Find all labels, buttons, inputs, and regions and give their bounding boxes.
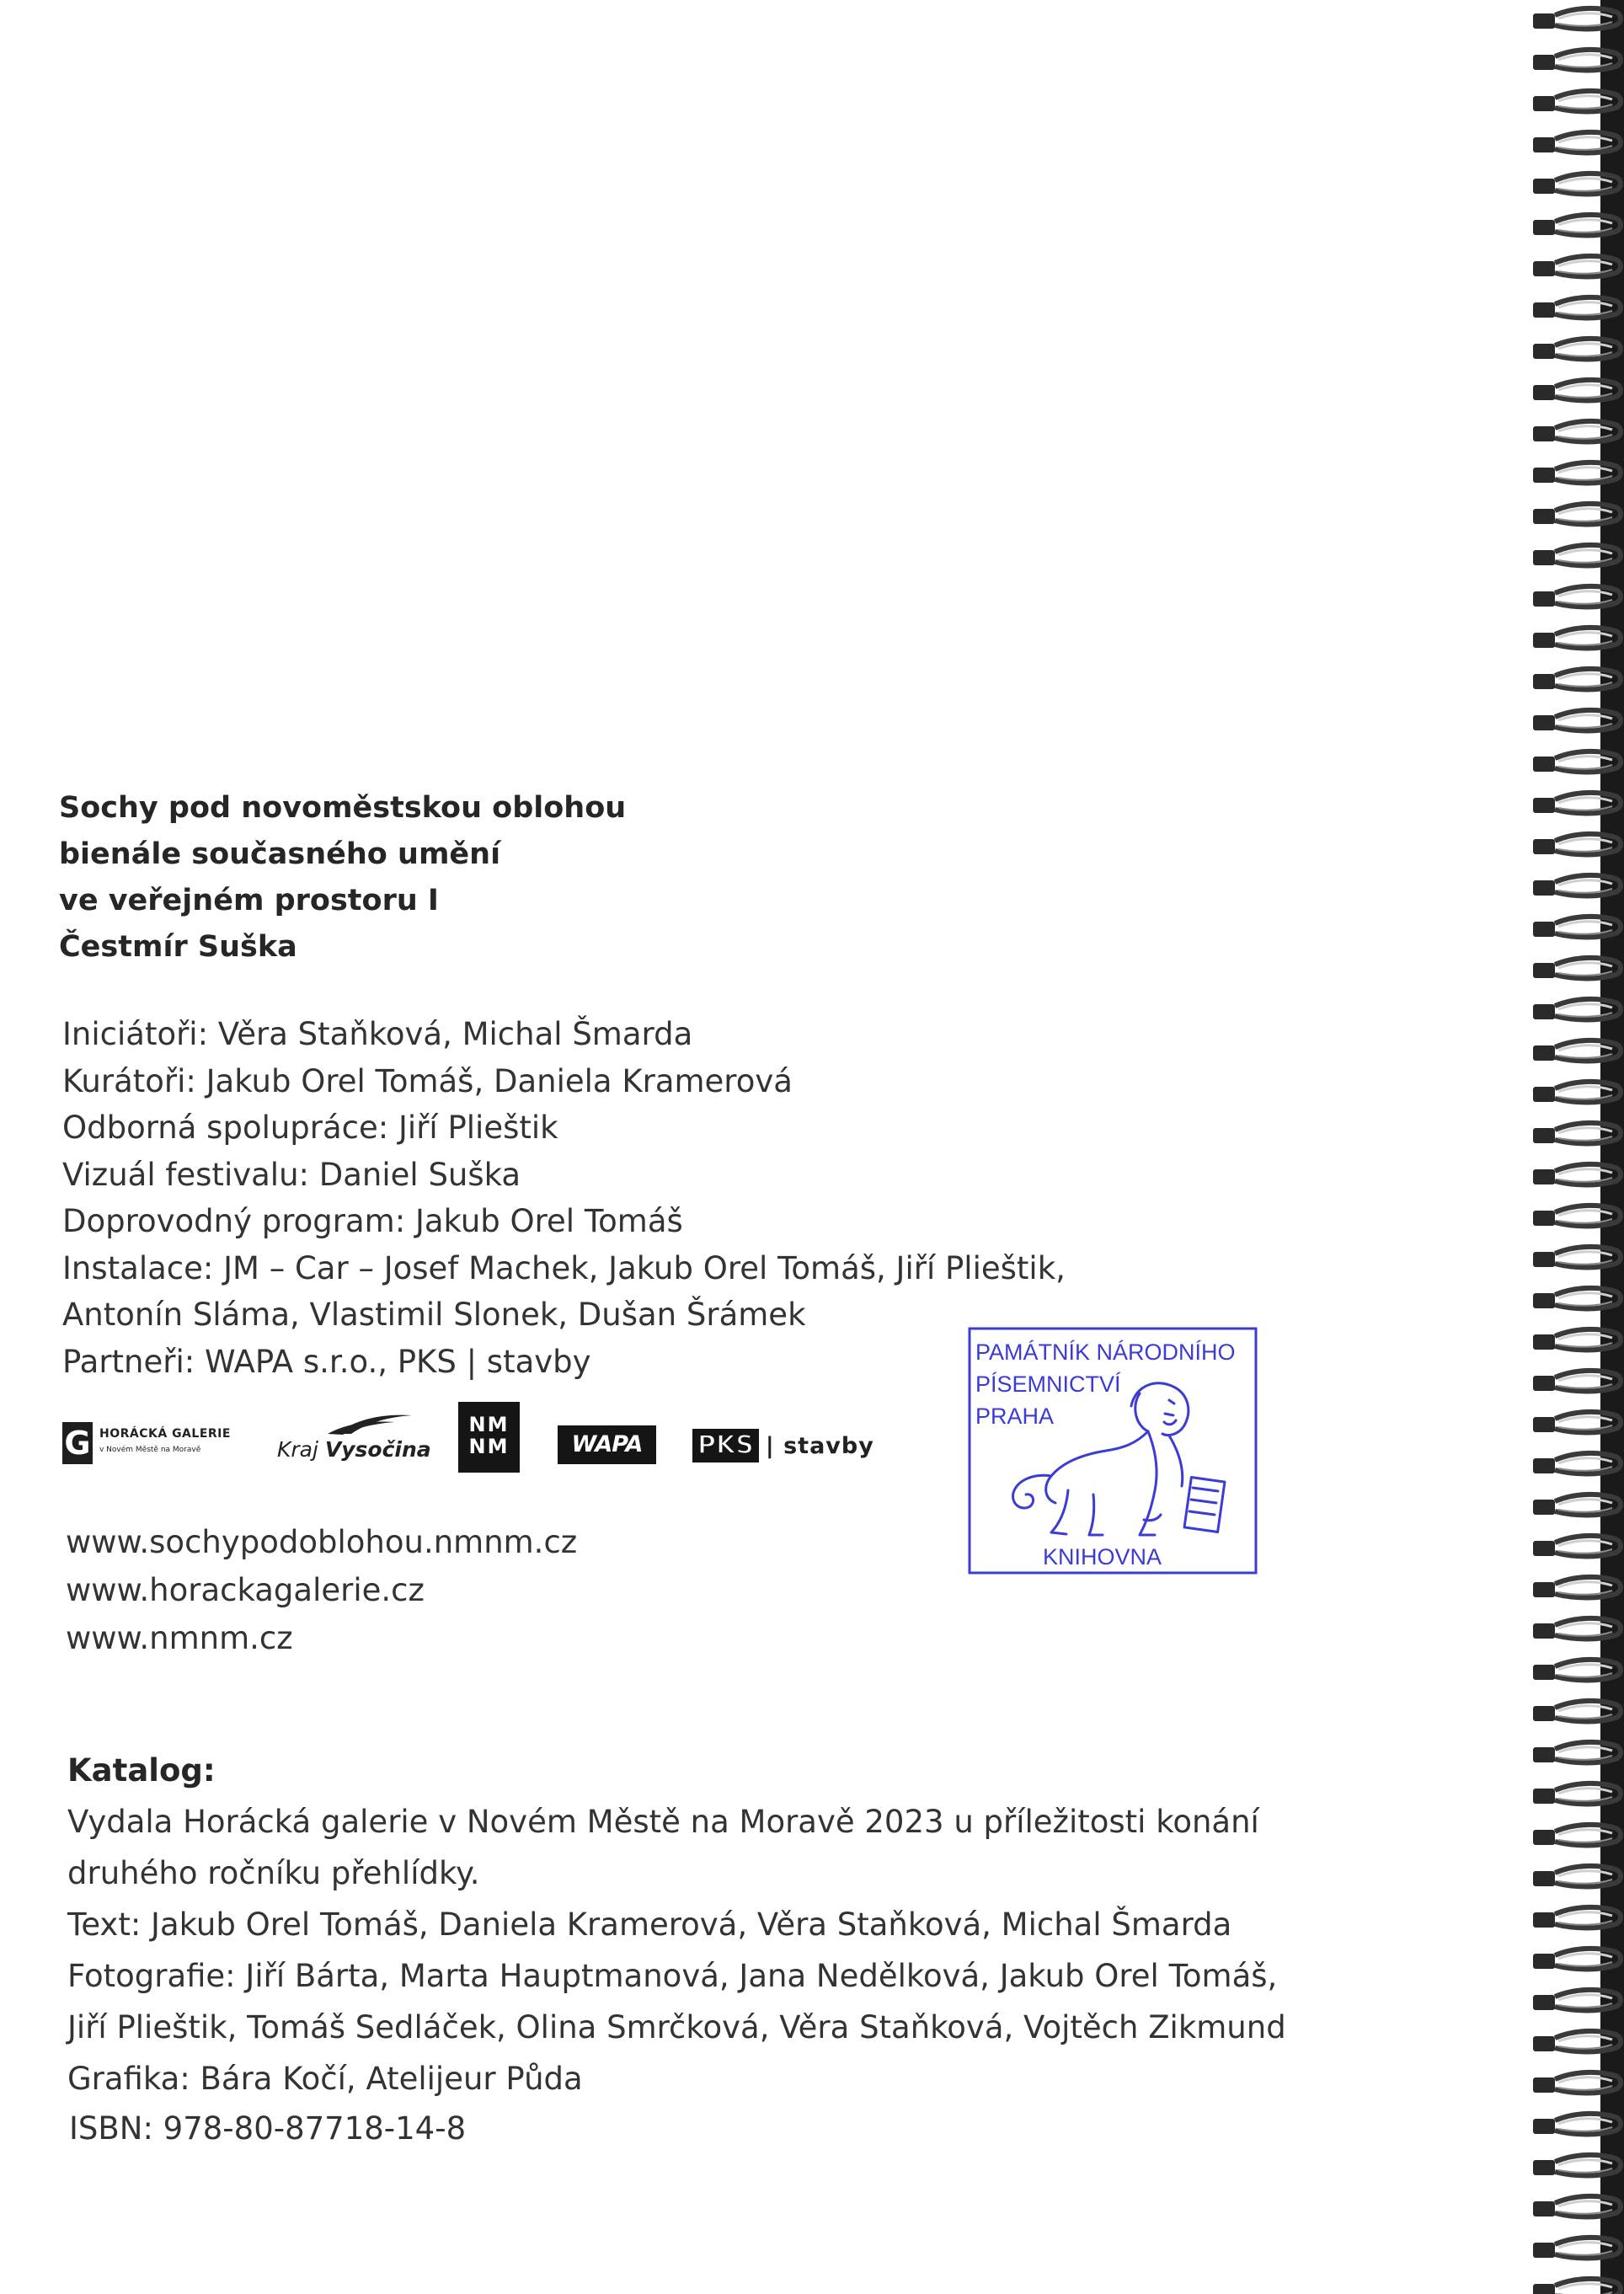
spiral-binding bbox=[1499, 0, 1624, 2294]
url-line: www.nmnm.cz bbox=[66, 1620, 293, 1656]
swoosh-icon bbox=[277, 1409, 420, 1437]
catalog-line: Vydala Horácká galerie v Novém Městě na Moravě 2023 u příležitosti konání bbox=[67, 1804, 1259, 1840]
credit-line: Vizuál festivalu: Daniel Suška bbox=[62, 1156, 521, 1193]
credit-line: Antonín Sláma, Vlastimil Slonek, Dušan Šrámek bbox=[62, 1297, 806, 1333]
stamp-line3: PRAHA bbox=[975, 1404, 1055, 1429]
catalog-line: druhého ročníku přehlídky. bbox=[67, 1855, 480, 1891]
credits-list bbox=[62, 1011, 1066, 1385]
nmnm-logo bbox=[458, 1402, 520, 1473]
kraj-prefix: Kraj bbox=[277, 1437, 318, 1462]
stamp-line1: PAMÁTNÍK NÁRODNÍHO bbox=[975, 1340, 1236, 1365]
wapa-logo: WAPA bbox=[558, 1425, 656, 1464]
horacka-galerie-subtitle: v Novém Městě na Moravě bbox=[99, 1446, 201, 1454]
title-line: bienále současného umění bbox=[59, 837, 501, 871]
catalog-line: Grafika: Bára Kočí, Atelijeur Půda bbox=[67, 2061, 583, 2097]
nmnm-bottom: NM bbox=[468, 1435, 510, 1458]
kraj-name: Vysočina bbox=[324, 1437, 431, 1462]
spiral-coils bbox=[1499, 0, 1624, 2294]
horacka-galerie-mark: G bbox=[62, 1422, 93, 1464]
url-line: www.horackagalerie.cz bbox=[66, 1572, 425, 1608]
title-line: ve veřejném prostoru I bbox=[59, 884, 439, 917]
nmnm-top: NM bbox=[468, 1413, 510, 1436]
stamp-bottom: KNIHOVNA bbox=[1043, 1544, 1162, 1569]
catalog-section bbox=[67, 1746, 1286, 2104]
url-line: www.sochypodoblohou.nmnm.cz bbox=[66, 1524, 578, 1560]
partner-logos bbox=[62, 1398, 905, 1474]
credit-line: Partneři: WAPA s.r.o., PKS | stavby bbox=[62, 1343, 591, 1380]
library-stamp bbox=[967, 1326, 1258, 1575]
title-line: Sochy pod novoměstskou oblohou bbox=[59, 791, 627, 825]
pks-word: | stavby bbox=[765, 1432, 874, 1459]
credit-line: Iniciátoři: Věra Staňková, Michal Šmarda bbox=[62, 1016, 693, 1052]
kraj-vysocina-logo bbox=[277, 1409, 429, 1468]
url-list bbox=[66, 1518, 577, 1662]
catalog-line: Text: Jakub Orel Tomáš, Daniela Kramerová, Věra Staňková, Michal Šmarda bbox=[67, 1906, 1232, 1943]
catalog-line: Fotografie: Jiří Bárta, Marta Hauptmanová, Jana Nedělková, Jakub Orel Tomáš, bbox=[67, 1958, 1278, 1994]
title-line: Čestmír Suška bbox=[59, 930, 297, 964]
credit-line: Kurátoři: Jakub Orel Tomáš, Daniela Kramerová bbox=[62, 1062, 793, 1099]
catalog-line: Jiří Plieštik, Tomáš Sedláček, Olina Smrčková, Věra Staňková, Vojtěch Zikmund bbox=[67, 2009, 1286, 2045]
pks-stavby-logo bbox=[692, 1429, 874, 1462]
pks-mark: PKS bbox=[692, 1429, 759, 1462]
stamp-line2: PÍSEMNICTVÍ bbox=[975, 1372, 1121, 1397]
catalog-heading: Katalog: bbox=[67, 1752, 216, 1789]
credit-line: Instalace: JM – Car – Josef Machek, Jakub Orel Tomáš, Jiří Plieštik, bbox=[62, 1249, 1066, 1286]
credit-line: Doprovodný program: Jakub Orel Tomáš bbox=[62, 1203, 683, 1239]
isbn: ISBN: 978-80-87718-14-8 bbox=[69, 2110, 467, 2147]
horacka-galerie-logo bbox=[62, 1422, 256, 1464]
title-block bbox=[59, 785, 626, 971]
credit-line: Odborná spolupráce: Jiří Plieštik bbox=[62, 1110, 558, 1146]
horacka-galerie-name: HORÁCKÁ GALERIE bbox=[99, 1427, 231, 1441]
